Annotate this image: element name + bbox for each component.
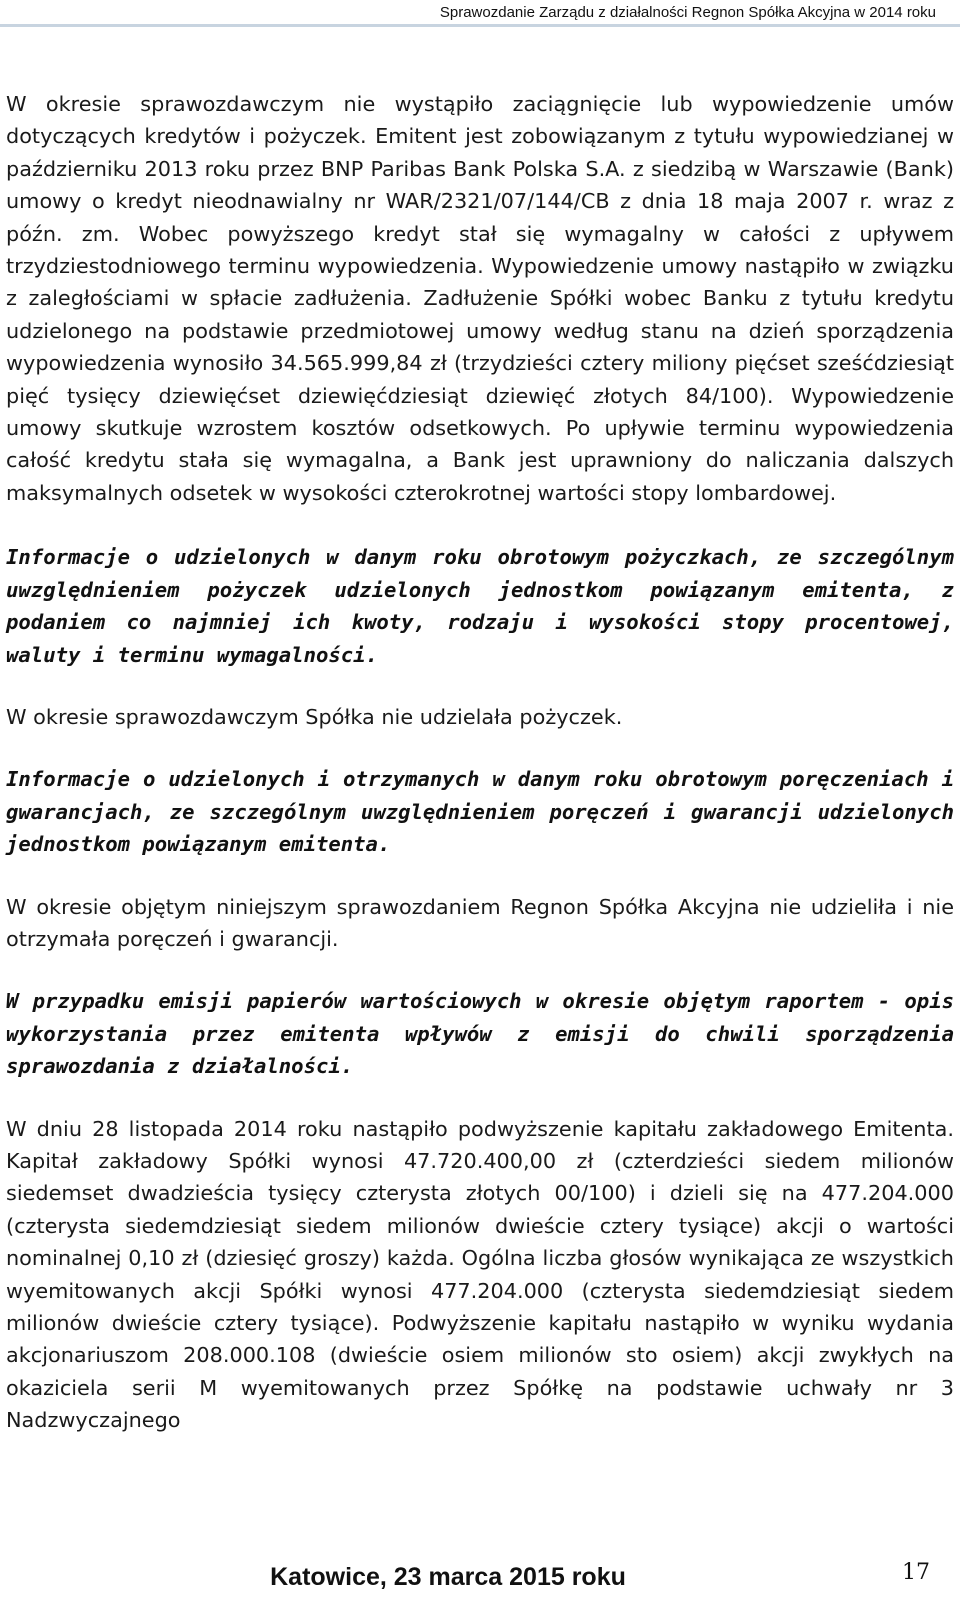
running-header: [0, 2, 960, 24]
paragraph-no-guarantees: W okresie objętym niniejszym sprawozdaniem Regnon Spółka Akcyjna nie udzieliła i nie otrzymała poręczeń i gwarancji.: [6, 894, 954, 951]
paragraph-no-loans-granted: W okresie sprawozdawczym Spółka nie udzielała pożyczek.: [6, 704, 623, 729]
paragraph-loans-credit: W okresie sprawozdawczym nie wystąpiło zaciągnięcie lub wypowiedzenie umów dotyczących kredytów i pożyczek. Emitent jest zobowiązanym z tytułu wypowiedzianej w październiku 2013 roku przez BNP Paribas Bank Polska S.A. z siedzibą w Warszawie (Bank) umowy o kredyt nieodnawialny nr WAR/2321/07/144/CB z dnia 18 maja 2007 r. wraz z późn. zm. Wobec powyższego kredyt stał się wymagalny w całości z upływem trzydziestodniowego terminu wypowiedzenia. Wypowiedzenie umowy nastąpiło w związku z zaległościami w spłacie zadłużenia. Zadłużenie Spółki wobec Banku z tytułu kredytu udzielonego na podstawie przedmiotowej umowy według stanu na dzień sporządzenia wypowiedzenia wynosiło 34.565.999,84 zł (trzydzieści cztery miliony pięćset sześćdziesiąt pięć tysięcy dziewięćset dziewięćdziesiąt dziewięć złotych 84/100). Wypowiedzenie umowy skutkuje wzrostem kosztów odsetkowych. Po upływie terminu wypowiedzenia całość kredytu stała się wymagalna, a Bank jest uprawniony do naliczania dalszych maksymalnych odsetek w wysokości czterokrotnej wartości stopy lombardowej.: [6, 92, 954, 505]
footer-place-date: Katowice, 23 marca 2015 roku: [270, 1563, 626, 1591]
section-heading-loans-granted: Informacje o udzielonych w danym roku obrotowym pożyczkach, ze szczególnym uwzględnieniem pożyczek udzielonych jednostkom powiązanym emitenta, z podaniem co najmniej ich kwoty, rodzaju i wysokości stopy procentowej, waluty i terminu wymagalności.: [6, 545, 954, 667]
section-heading-securities-issue: W przypadku emisji papierów wartościowych w okresie objętym raportem - opis wykorzystania przez emitenta wpływów z emisji do chwili sporządzenia sprawozdania z działalności.: [6, 989, 954, 1079]
page-number: 17: [902, 1560, 930, 1585]
header-rule: [0, 24, 960, 27]
page-content: [6, 88, 954, 1437]
running-header-title: Sprawozdanie Zarządu z działalności Regnon Spółka Akcyjna w 2014 roku: [439, 4, 936, 21]
paragraph-capital-increase: W dniu 28 listopada 2014 roku nastąpiło podwyższenie kapitału zakładowego Emitenta. Kapitał zakładowy Spółki wynosi 47.720.400,00 zł (czterdzieści siedem milionów siedemset dwadzieścia tysięcy czterysta złotych 00/100) i dzieli się na 477.204.000 (czterysta siedemdziesiąt siedem milionów dwieście cztery tysiące) akcji o wartości nominalnej 0,10 zł (dziesięć groszy) każda. Ogólna liczba głosów wynikająca ze wszystkich wyemitowanych akcji Spółki wynosi 477.204.000 (czterysta siedemdziesiąt siedem milionów dwieście cztery tysiące). Podwyższenie kapitału nastąpiło w wyniku wydania akcjonariuszom 208.000.108 (dwieście osiem milionów sto osiem) akcji zwykłych na okaziciela serii M wyemitowanych przez Spółkę na podstawie uchwały nr 3 Nadzwyczajnego: [6, 1116, 954, 1433]
section-heading-guarantees: Informacje o udzielonych i otrzymanych w danym roku obrotowym poręczeniach i gwarancjach, ze szczególnym uwzględnieniem poręczeń i gwarancji udzielonych jednostkom powiązanym emitenta.: [6, 767, 954, 857]
